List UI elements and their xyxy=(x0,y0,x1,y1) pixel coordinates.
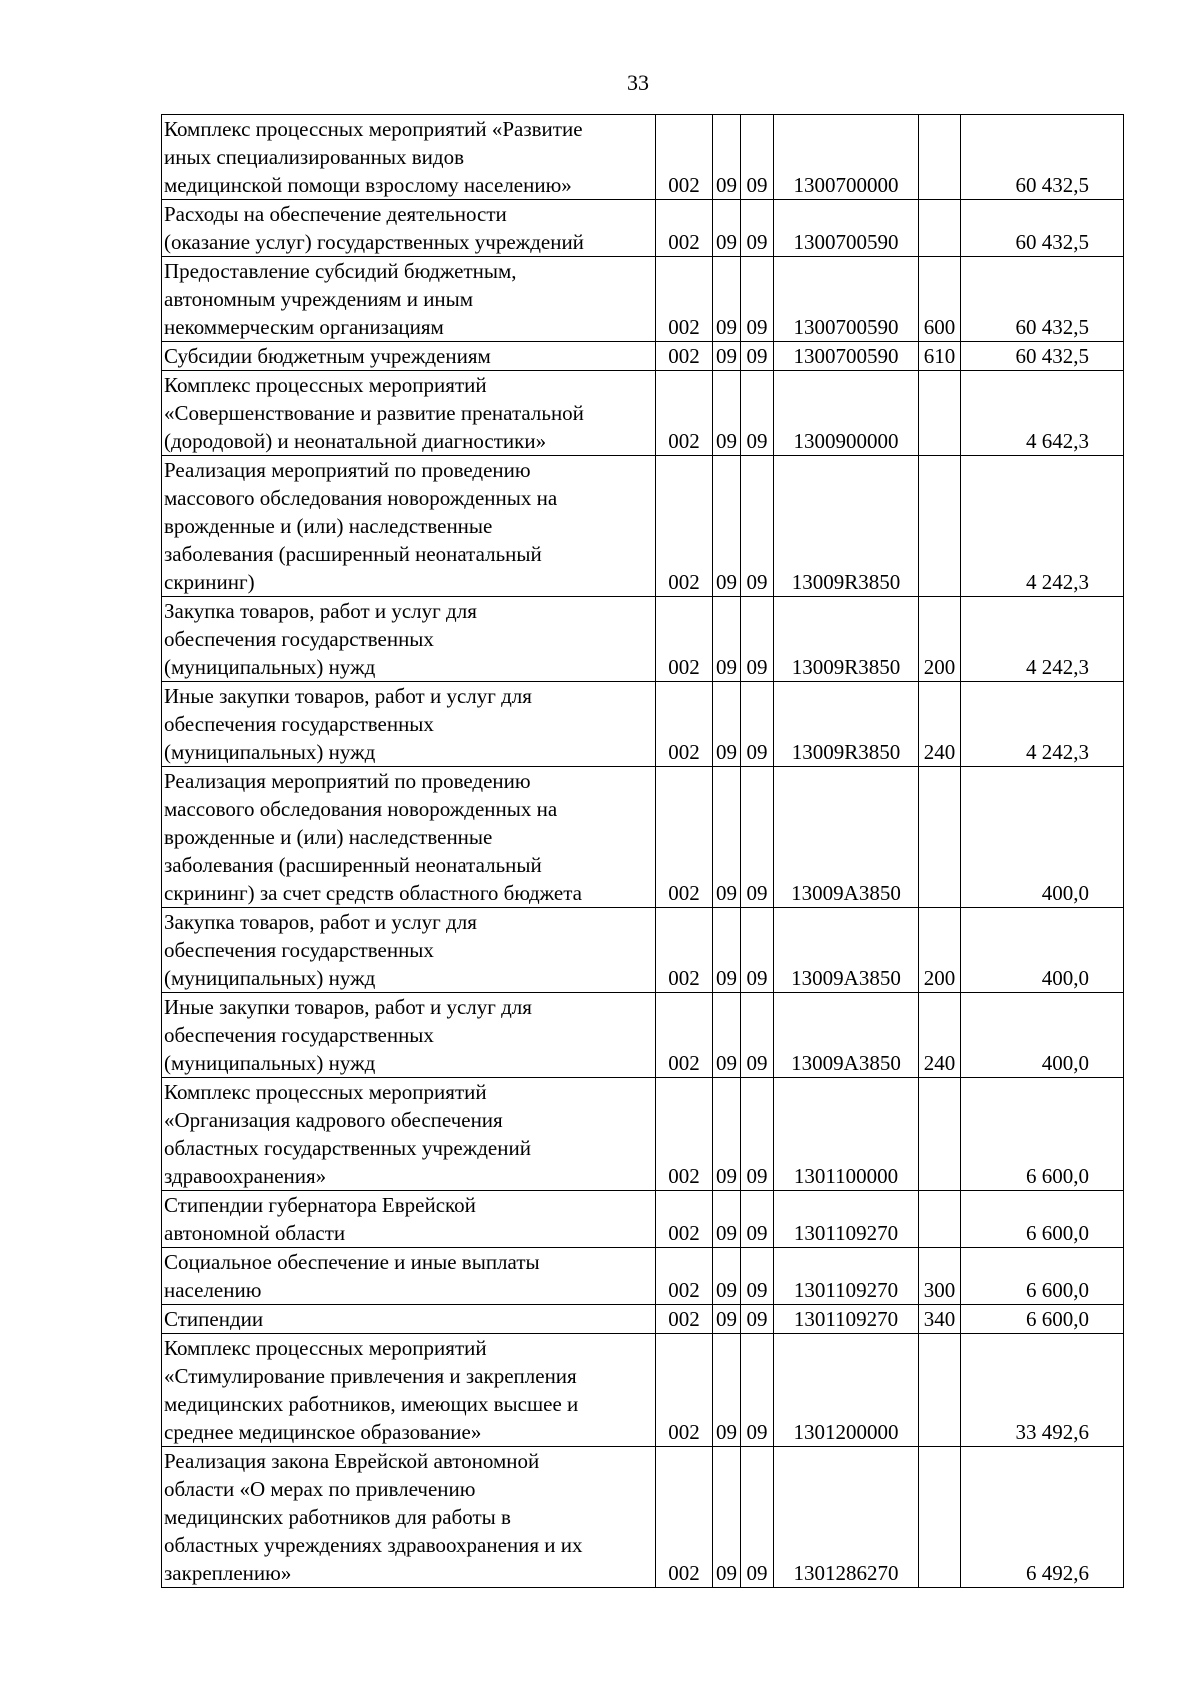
row-section-code: 09 xyxy=(713,1334,741,1447)
row-target-article-code: 1300900000 xyxy=(774,371,919,456)
row-subsection-code: 09 xyxy=(741,767,774,908)
budget-table-body xyxy=(162,115,1124,1588)
row-grbs-code: 002 xyxy=(656,767,713,908)
row-amount: 60 432,5 xyxy=(961,200,1124,257)
row-amount: 6 600,0 xyxy=(961,1191,1124,1248)
row-expense-type-code xyxy=(919,456,961,597)
table-row xyxy=(162,1334,1124,1447)
row-target-article-code: 1301100000 xyxy=(774,1078,919,1191)
row-grbs-code: 002 xyxy=(656,597,713,682)
row-amount: 4 242,3 xyxy=(961,682,1124,767)
row-expense-type-code: 240 xyxy=(919,993,961,1078)
row-grbs-code: 002 xyxy=(656,1334,713,1447)
row-amount: 60 432,5 xyxy=(961,115,1124,200)
row-description: Расходы на обеспечение деятельности (оказание услуг) государственных учреждений xyxy=(162,200,656,257)
row-section-code: 09 xyxy=(713,456,741,597)
row-expense-type-code xyxy=(919,1078,961,1191)
row-expense-type-code xyxy=(919,1447,961,1588)
row-subsection-code: 09 xyxy=(741,115,774,200)
row-description: Субсидии бюджетным учреждениям xyxy=(162,342,656,371)
table-row xyxy=(162,767,1124,908)
row-amount: 6 600,0 xyxy=(961,1305,1124,1334)
table-row xyxy=(162,682,1124,767)
row-expense-type-code xyxy=(919,200,961,257)
row-section-code: 09 xyxy=(713,1078,741,1191)
row-grbs-code: 002 xyxy=(656,342,713,371)
row-expense-type-code xyxy=(919,1191,961,1248)
row-subsection-code: 09 xyxy=(741,371,774,456)
row-description: Комплекс процессных мероприятий «Стимулирование привлечения и закрепления медицинских работников, имеющих высшее и среднее медицинское образование» xyxy=(162,1334,656,1447)
row-grbs-code: 002 xyxy=(656,115,713,200)
table-row xyxy=(162,1305,1124,1334)
row-amount: 6 492,6 xyxy=(961,1447,1124,1588)
row-section-code: 09 xyxy=(713,257,741,342)
row-target-article-code: 1300700000 xyxy=(774,115,919,200)
row-section-code: 09 xyxy=(713,1305,741,1334)
row-subsection-code: 09 xyxy=(741,1305,774,1334)
row-subsection-code: 09 xyxy=(741,1191,774,1248)
row-target-article-code: 1301200000 xyxy=(774,1334,919,1447)
row-section-code: 09 xyxy=(713,1248,741,1305)
row-target-article-code: 1300700590 xyxy=(774,257,919,342)
row-expense-type-code: 300 xyxy=(919,1248,961,1305)
row-grbs-code: 002 xyxy=(656,1248,713,1305)
row-expense-type-code xyxy=(919,1334,961,1447)
row-subsection-code: 09 xyxy=(741,993,774,1078)
row-grbs-code: 002 xyxy=(656,371,713,456)
row-amount: 4 642,3 xyxy=(961,371,1124,456)
row-amount: 4 242,3 xyxy=(961,456,1124,597)
row-target-article-code: 13009R3850 xyxy=(774,456,919,597)
table-row xyxy=(162,993,1124,1078)
row-description: Реализация мероприятий по проведению массового обследования новорожденных на врожденные и (или) наследственные заболевания (расширенный неонатальный скрининг) за счет средств областного бюджета xyxy=(162,767,656,908)
row-grbs-code: 002 xyxy=(656,1078,713,1191)
row-grbs-code: 002 xyxy=(656,908,713,993)
row-description: Стипендии губернатора Еврейской автономной области xyxy=(162,1191,656,1248)
row-subsection-code: 09 xyxy=(741,200,774,257)
row-section-code: 09 xyxy=(713,908,741,993)
row-subsection-code: 09 xyxy=(741,682,774,767)
row-target-article-code: 1300700590 xyxy=(774,342,919,371)
row-description: Реализация мероприятий по проведению массового обследования новорожденных на врожденные и (или) наследственные заболевания (расширенный неонатальный скрининг) xyxy=(162,456,656,597)
table-row xyxy=(162,200,1124,257)
row-section-code: 09 xyxy=(713,682,741,767)
row-expense-type-code: 200 xyxy=(919,597,961,682)
table-row xyxy=(162,115,1124,200)
row-description: Комплекс процессных мероприятий «Совершенствование и развитие пренатальной (дородовой) и неонатальной диагностики» xyxy=(162,371,656,456)
row-description: Комплекс процессных мероприятий «Развитие иных специализированных видов медицинской помощи взрослому населению» xyxy=(162,115,656,200)
row-target-article-code: 13009A3850 xyxy=(774,908,919,993)
row-subsection-code: 09 xyxy=(741,456,774,597)
row-section-code: 09 xyxy=(713,993,741,1078)
row-description: Реализация закона Еврейской автономной области «О мерах по привлечению медицинских работников для работы в областных учреждениях здравоохранения и их закреплению» xyxy=(162,1447,656,1588)
row-section-code: 09 xyxy=(713,1191,741,1248)
row-grbs-code: 002 xyxy=(656,682,713,767)
row-subsection-code: 09 xyxy=(741,342,774,371)
row-section-code: 09 xyxy=(713,597,741,682)
table-row xyxy=(162,1078,1124,1191)
row-target-article-code: 1301109270 xyxy=(774,1248,919,1305)
row-amount: 6 600,0 xyxy=(961,1078,1124,1191)
row-subsection-code: 09 xyxy=(741,1078,774,1191)
row-grbs-code: 002 xyxy=(656,1305,713,1334)
row-subsection-code: 09 xyxy=(741,908,774,993)
table-row xyxy=(162,597,1124,682)
row-description: Закупка товаров, работ и услуг для обеспечения государственных (муниципальных) нужд xyxy=(162,597,656,682)
table-row xyxy=(162,1191,1124,1248)
row-expense-type-code xyxy=(919,767,961,908)
row-subsection-code: 09 xyxy=(741,257,774,342)
row-section-code: 09 xyxy=(713,115,741,200)
row-amount: 60 432,5 xyxy=(961,342,1124,371)
row-target-article-code: 1300700590 xyxy=(774,200,919,257)
table-row xyxy=(162,908,1124,993)
row-section-code: 09 xyxy=(713,342,741,371)
row-subsection-code: 09 xyxy=(741,1334,774,1447)
row-target-article-code: 1301286270 xyxy=(774,1447,919,1588)
row-description: Стипендии xyxy=(162,1305,656,1334)
row-description: Комплекс процессных мероприятий «Организация кадрового обеспечения областных государственных учреждений здравоохранения» xyxy=(162,1078,656,1191)
budget-table xyxy=(161,114,1124,1588)
row-target-article-code: 13009R3850 xyxy=(774,682,919,767)
row-description: Социальное обеспечение и иные выплаты населению xyxy=(162,1248,656,1305)
row-grbs-code: 002 xyxy=(656,200,713,257)
row-grbs-code: 002 xyxy=(656,1447,713,1588)
row-expense-type-code: 340 xyxy=(919,1305,961,1334)
row-section-code: 09 xyxy=(713,1447,741,1588)
row-amount: 33 492,6 xyxy=(961,1334,1124,1447)
row-amount: 60 432,5 xyxy=(961,257,1124,342)
table-row xyxy=(162,342,1124,371)
row-section-code: 09 xyxy=(713,371,741,456)
row-amount: 400,0 xyxy=(961,908,1124,993)
row-section-code: 09 xyxy=(713,200,741,257)
row-subsection-code: 09 xyxy=(741,597,774,682)
row-amount: 4 242,3 xyxy=(961,597,1124,682)
row-grbs-code: 002 xyxy=(656,1191,713,1248)
row-subsection-code: 09 xyxy=(741,1447,774,1588)
row-description: Иные закупки товаров, работ и услуг для обеспечения государственных (муниципальных) нужд xyxy=(162,993,656,1078)
row-expense-type-code: 600 xyxy=(919,257,961,342)
row-target-article-code: 1301109270 xyxy=(774,1305,919,1334)
row-description: Закупка товаров, работ и услуг для обеспечения государственных (муниципальных) нужд xyxy=(162,908,656,993)
table-row xyxy=(162,371,1124,456)
row-grbs-code: 002 xyxy=(656,993,713,1078)
row-description: Иные закупки товаров, работ и услуг для обеспечения государственных (муниципальных) нужд xyxy=(162,682,656,767)
row-expense-type-code xyxy=(919,115,961,200)
row-description: Предоставление субсидий бюджетным, автономным учреждениям и иным некоммерческим организациям xyxy=(162,257,656,342)
table-row xyxy=(162,1447,1124,1588)
row-grbs-code: 002 xyxy=(656,456,713,597)
row-subsection-code: 09 xyxy=(741,1248,774,1305)
row-amount: 6 600,0 xyxy=(961,1248,1124,1305)
table-row xyxy=(162,456,1124,597)
row-amount: 400,0 xyxy=(961,993,1124,1078)
table-row xyxy=(162,1248,1124,1305)
row-target-article-code: 1301109270 xyxy=(774,1191,919,1248)
row-expense-type-code: 200 xyxy=(919,908,961,993)
row-section-code: 09 xyxy=(713,767,741,908)
row-target-article-code: 13009A3850 xyxy=(774,993,919,1078)
row-expense-type-code: 610 xyxy=(919,342,961,371)
row-target-article-code: 13009R3850 xyxy=(774,597,919,682)
row-target-article-code: 13009A3850 xyxy=(774,767,919,908)
row-amount: 400,0 xyxy=(961,767,1124,908)
table-row xyxy=(162,257,1124,342)
row-expense-type-code: 240 xyxy=(919,682,961,767)
page-number: 33 xyxy=(627,70,649,95)
row-grbs-code: 002 xyxy=(656,257,713,342)
row-expense-type-code xyxy=(919,371,961,456)
